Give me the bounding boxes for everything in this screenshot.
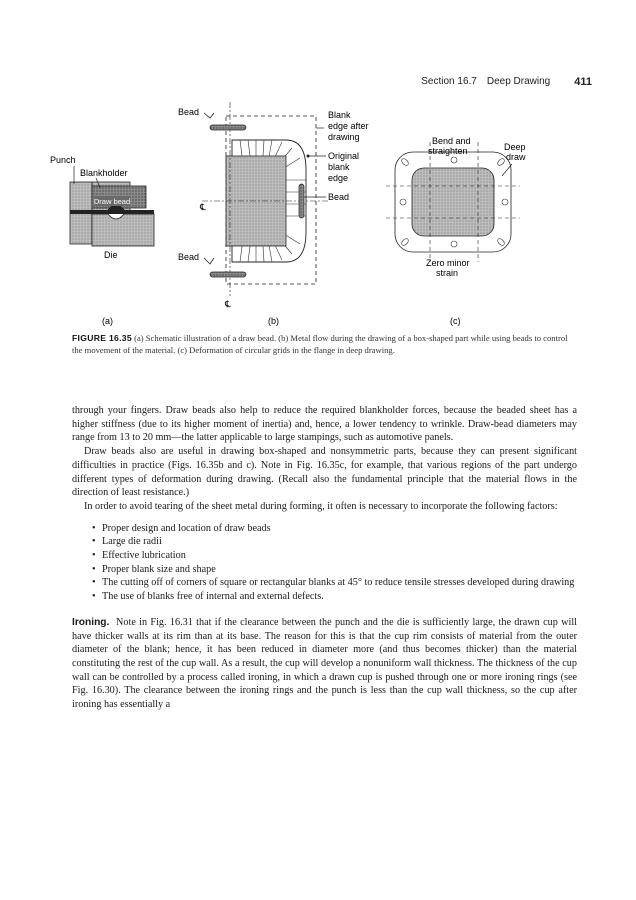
blank-edge-label-3: drawing [328, 132, 360, 142]
die-label: Die [104, 250, 118, 260]
list-item: • Proper blank size and shape [92, 563, 577, 577]
list-item: • The cutting off of corners of square or rectangular blanks at 45° to reduce tensile stresses developed during drawing [92, 576, 577, 590]
bend-label-1: Bend and [432, 136, 471, 146]
blank-edge-label-1: Blank [328, 110, 351, 120]
die-shape [92, 214, 154, 246]
caption-label: FIGURE 16.35 [72, 333, 132, 343]
list-item: • Effective lubrication [92, 549, 577, 563]
bead-top-label: Bead [178, 107, 200, 117]
panel-a-label: (a) [102, 316, 113, 326]
body-text [72, 404, 577, 712]
zero-strain-label-2: strain [436, 268, 459, 278]
deep-draw-label-2: draw [506, 152, 526, 162]
original-edge-label-2: blank [328, 162, 350, 172]
bullet-list [72, 522, 577, 604]
panel-c-label: (c) [450, 316, 461, 326]
figure-caption [72, 332, 572, 356]
ironing-text: Note in Fig. 16.31 that if the clearance between the punch and the die is sufficiently large, the drawn cup will have thicker walls at its rim than at its base. The reason for this is that the cup rim consists of material from the outer diameter of the blank; hence, it has been reduced in diameter more (and thus becomes thicker) than the material constituting the rest of the cup wall. As a result, the cup will develop a nonuniform wall thickness. The thickness of the cup wall can be controlled by a process called ironing, in which a drawn cup is pushed through one or more ironing rings (see Fig. 16.30). The clearance between the ironing rings and the punch is less than the cup wall thickness, so the cup after ironing has essentially a [72, 616, 577, 711]
paragraph-ironing [72, 616, 577, 712]
paragraph-3: In order to avoid tearing of the sheet metal during forming, it often is necessary to incorporate the following factors: [84, 500, 558, 512]
draw-bead-label: Draw bead [93, 197, 131, 206]
deep-draw-label-1: Deep [504, 142, 526, 152]
paragraph-1: through your fingers. Draw beads also help to reduce the required blankholder forces, because the beaded sheet has a higher stiffness (due to its higher moment of inertia) and, hence, a lower tendency to wrinkle. Draw-bead diameters may range from 13 to 20 mm—the latter applicable to large stampings, such as automotive panels. [72, 405, 577, 444]
section-title: Deep Drawing [486, 76, 551, 87]
sheet-metal [70, 210, 154, 214]
bead-bottom [210, 272, 246, 277]
bead-bottom-label: Bead [178, 252, 200, 262]
caption-text: (a) Schematic illustration of a draw bead. (b) Metal flow during the drawing of a box-shaped part while using beads to control the movement of the material. (c) Deformation of circular grids in the flange in deep drawing. [72, 333, 568, 355]
panel-b-label: (b) [268, 316, 279, 326]
list-item: • Proper design and location of draw beads [92, 522, 577, 536]
punch-label: Punch [50, 155, 76, 165]
bend-label-2: straighten [428, 146, 468, 156]
centerline-label-bottom: ℄ [225, 299, 231, 309]
zero-strain-label-1: Zero minor [426, 258, 470, 268]
blankholder-label: Blankholder [80, 168, 128, 178]
bead-top-arrow [204, 113, 214, 118]
paragraph-2: Draw beads also are useful in drawing box-shaped and nonsymmetric parts, because they can present significant difficulties in practice (Figs. 16.35b and c). Note in Fig. 16.35c, for example, that various regions of the part undergo different types of deformation during drawing. (Recall also the fundamental principle that the material flows in the direction of least resistance.) [72, 446, 577, 499]
bead-bottom-arrow [204, 258, 214, 264]
running-header [421, 76, 592, 88]
list-item: • Large die radii [92, 535, 577, 549]
panel-b-box-flow [178, 102, 369, 326]
panel-c-grid-deformation [386, 136, 526, 326]
section-number: Section 16.7 [421, 76, 477, 87]
original-edge-dot [307, 155, 310, 158]
original-edge-label-1: Original [328, 151, 360, 161]
centerline-label-left: ℄ [200, 202, 206, 212]
original-edge-label-3: edge [328, 173, 349, 183]
bead-right-label: Bead [328, 192, 350, 202]
page-number: 411 [574, 76, 592, 88]
bead-right [299, 184, 304, 218]
bead-top [210, 125, 246, 130]
list-item: • The use of blanks free of internal and external defects. [92, 590, 577, 604]
box-cup [412, 168, 494, 236]
panel-a-draw-bead [50, 155, 154, 326]
ironing-heading: Ironing. [72, 616, 110, 628]
figure-16-35 [50, 100, 580, 330]
deep-draw-leader [502, 164, 512, 176]
blank-edge-label-2: edge after [328, 121, 369, 131]
